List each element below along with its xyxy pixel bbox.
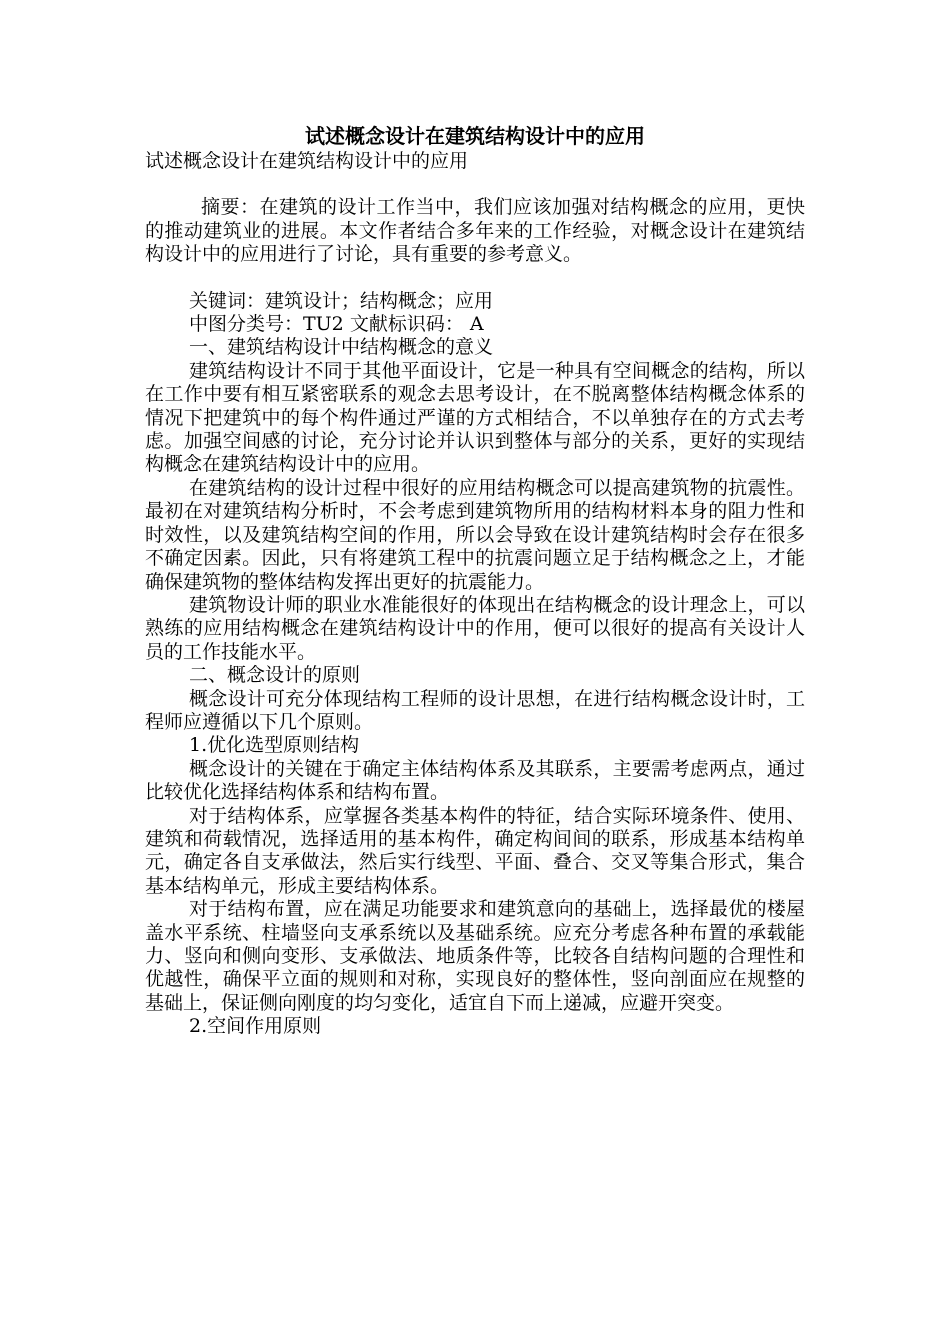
item-heading-2: 2.空间作用原则 <box>189 1015 322 1038</box>
section1-paragraph-1: 建筑结构设计不同于其他平面设计，它是一种具有空间概念的结构，所以在工作中要有相互紧密联系的观念去思考设计，在不脱离整体结构概念体系的情况下把建筑中的每个构件通过严谨的方式相结合，不以单独存在的方式去考虑。加强空间感的讨论，充分讨论并认识到整体与部分的关系，更好的实现结构概念在建筑结构设计中的应用。 <box>145 359 805 476</box>
section1-paragraph-3: 建筑物设计师的职业水准能很好的体现出在结构概念的设计理念上，可以熟练的应用结构概念在建筑结构设计中的作用，便可以很好的提高有关设计人员的工作技能水平。 <box>145 593 805 663</box>
document-title: 试述概念设计在建筑结构设计中的应用 <box>305 124 645 148</box>
item1-paragraph-3: 对于结构布置，应在满足功能要求和建筑意向的基础上，选择最优的楼屋盖水平系统、柱墙竖向支承系统以及基础系统。应充分考虑各种布置的承载能力、竖向和侧向变形、支承做法、地质条件等，比较各自结构问题的合理性和优越性，确保平立面的规则和对称，实现良好的整体性，竖向剖面应在规整的基础上，保证侧向刚度的均匀变化，适宜自下而上递减，应避开突变。 <box>145 898 805 1014</box>
spacer <box>145 173 805 196</box>
section1-paragraph-2: 在建筑结构的设计过程中很好的应用结构概念可以提高建筑物的抗震性。最初在对建筑结构分析时，不会考虑到建筑物所用的结构材料本身的阻力性和时效性，以及建筑结构空间的作用，所以会导致在设计建筑结构时会存在很多不确定因素。因此，只有将建筑工程中的抗震问题立足于结构概念之上，才能确保建筑物的整体结构发挥出更好的抗震能力。 <box>145 476 805 593</box>
item-heading-1: 1.优化选型原则结构 <box>189 734 360 757</box>
section2-paragraph-1: 概念设计可充分体现结构工程师的设计思想，在进行结构概念设计时，工程师应遵循以下几个原则。 <box>145 687 805 733</box>
spacer <box>145 267 805 290</box>
keywords-line: 关键词：建筑设计；结构概念；应用 <box>189 289 494 312</box>
abstract-paragraph: 摘要：在建筑的设计工作当中，我们应该加强对结构概念的应用，更快的推动建筑业的进展。本文作者结合多年来的工作经验，对概念设计在建筑结构设计中的应用进行了讨论，具有重要的参考意义。 <box>145 196 805 266</box>
classification-line: 中图分类号：TU2 文献标识码： A <box>189 313 484 336</box>
item1-paragraph-2: 对于结构体系，应掌握各类基本构件的特征，结合实际环境条件、使用、建筑和荷载情况，选择适用的基本构件，确定构间间的联系，形成基本结构单元，确定各自支承做法，然后实行线型、平面、叠合、交叉等集合形式，集合基本结构单元，形成主要结构体系。 <box>145 804 805 897</box>
section-heading-1: 一、建筑结构设计中结构概念的意义 <box>189 336 494 359</box>
section-heading-2: 二、概念设计的原则 <box>189 664 361 687</box>
item1-paragraph-1: 概念设计的关键在于确定主体结构体系及其联系，主要需考虑两点，通过比较优化选择结构体系和结构布置。 <box>145 757 805 804</box>
document-subtitle: 试述概念设计在建筑结构设计中的应用 <box>145 150 469 172</box>
document-body <box>145 150 805 1039</box>
